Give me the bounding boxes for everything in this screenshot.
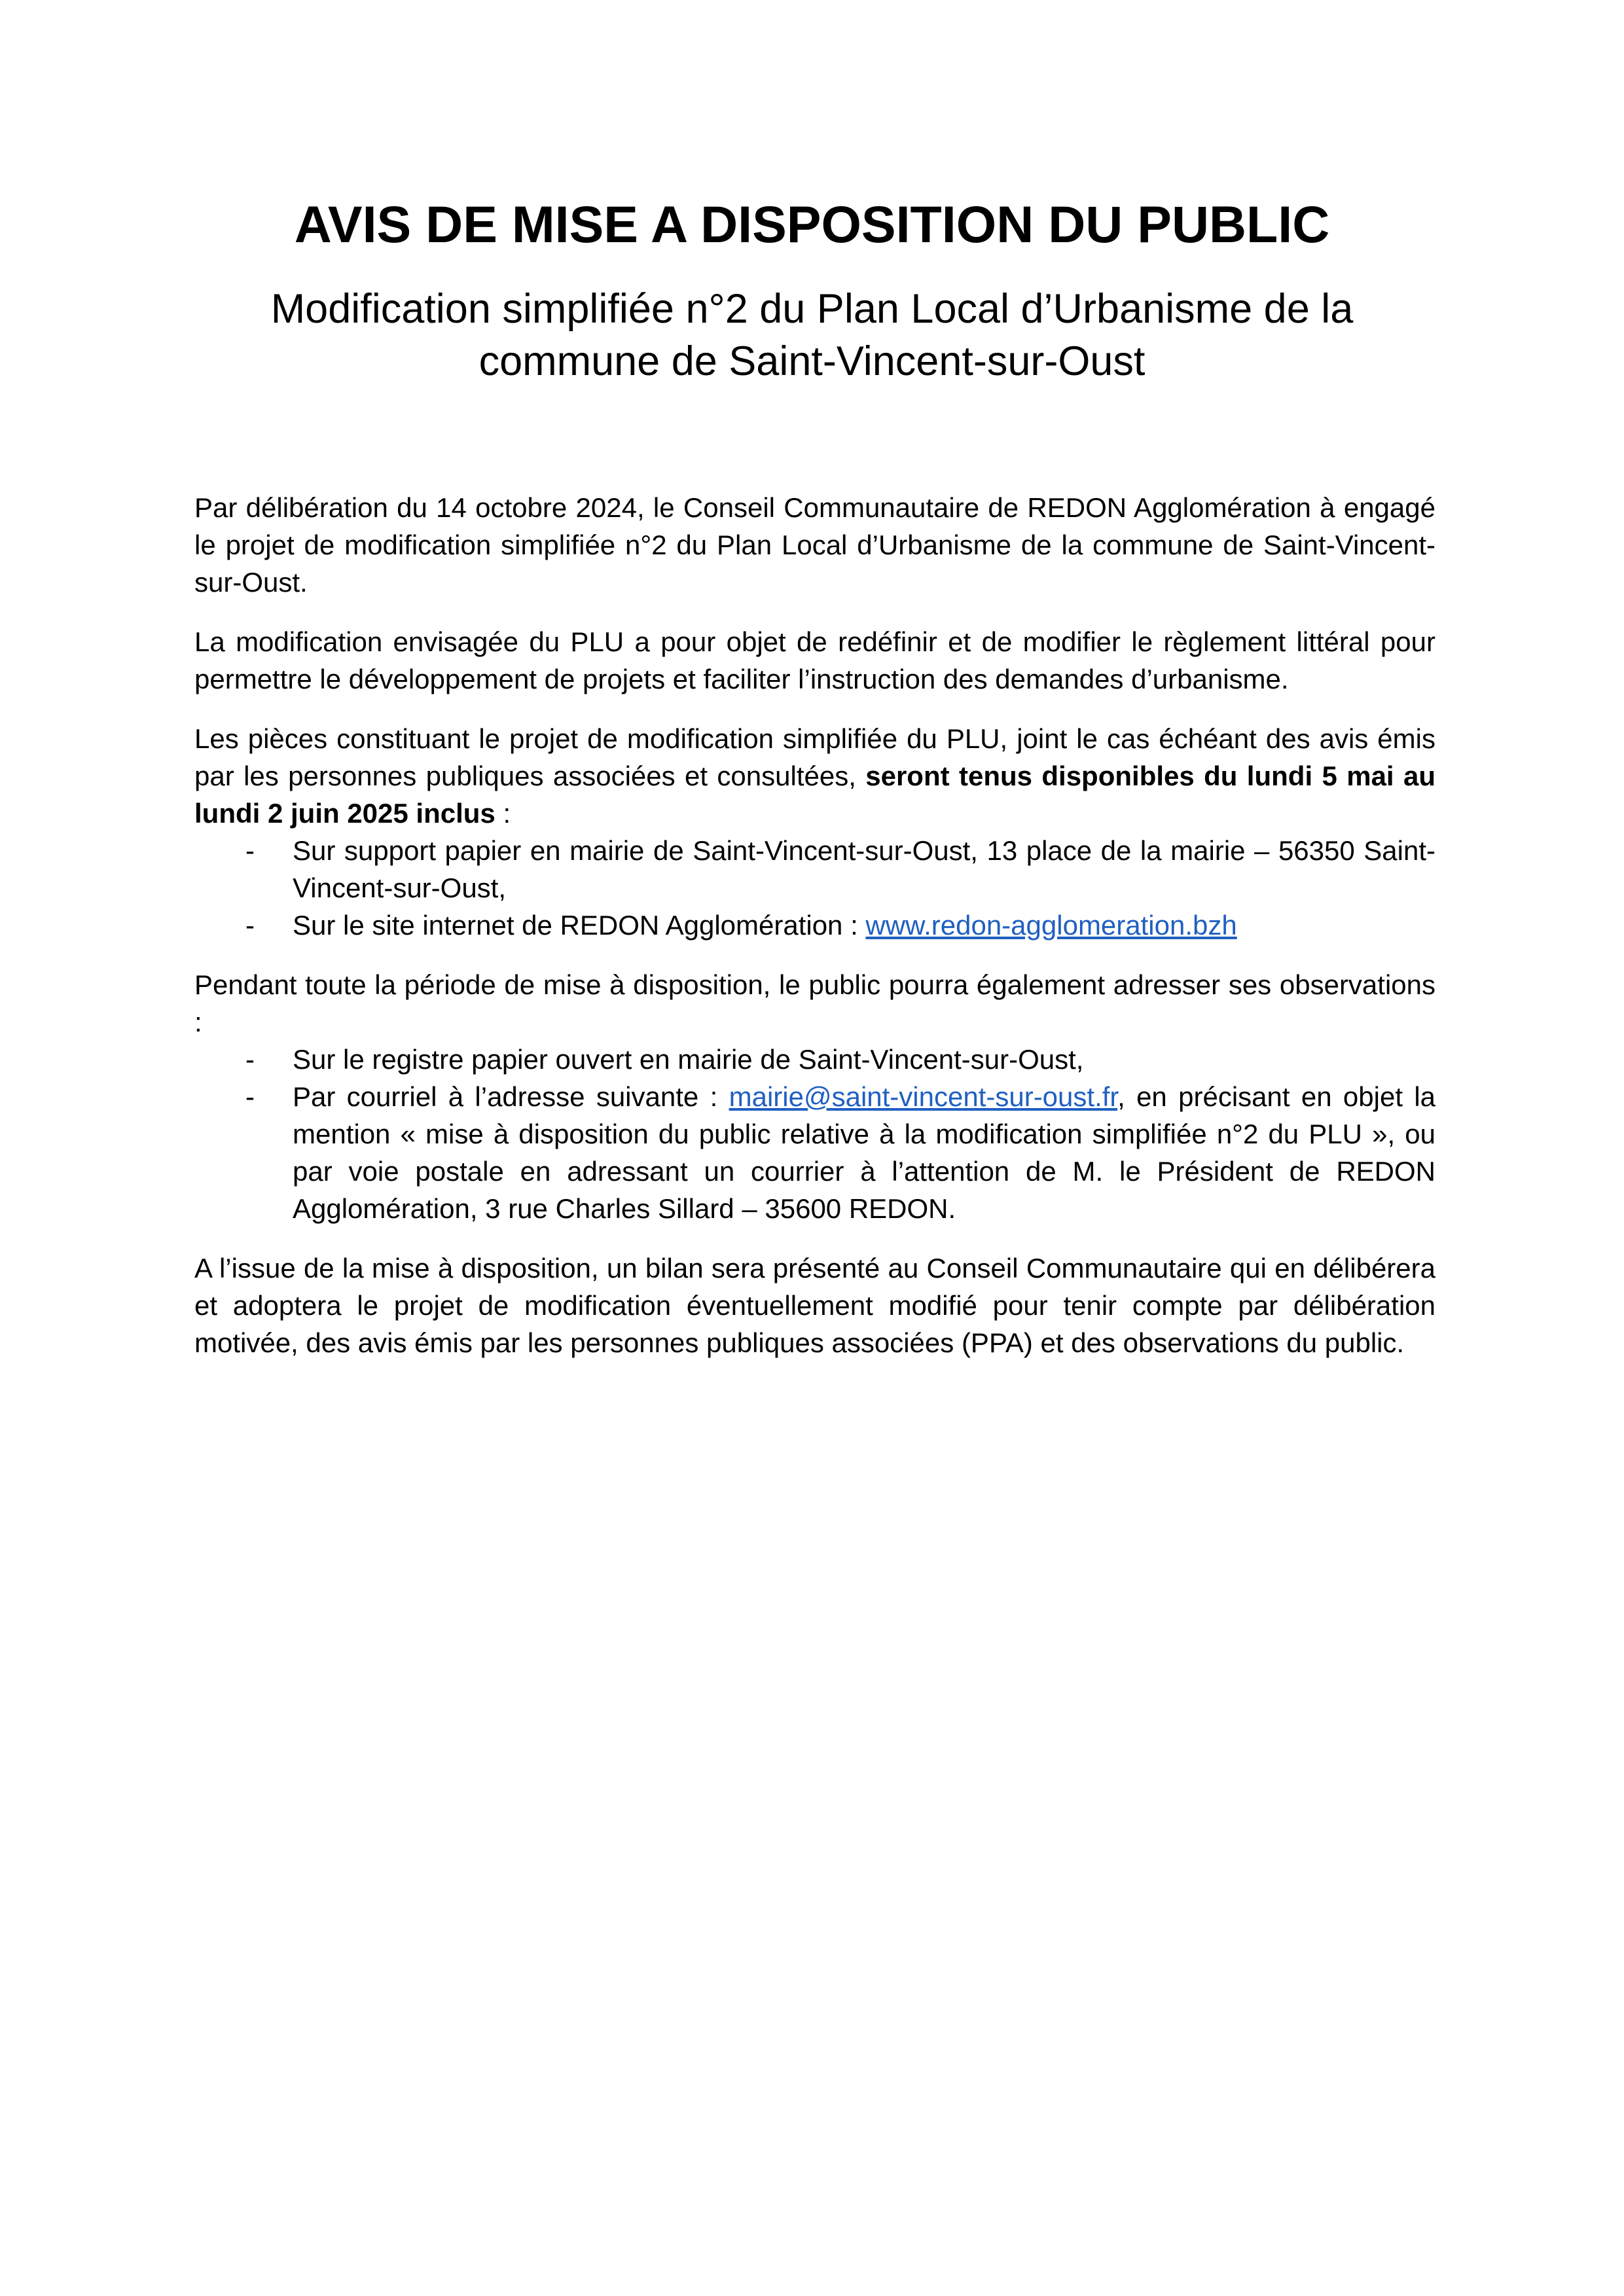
paragraph-conclusion: A l’issue de la mise à disposition, un bilan sera présenté au Conseil Communautaire qui en délibérera et adoptera le projet de modification éventuellement modifié pour tenir compte par délibération motivée, des avis émis par les personnes publiques associées (PPA) et des observations du public. bbox=[194, 1253, 1435, 1358]
list-item-text: , en précisant en objet la mention « mise à disposition du public relative à la modification simplifiée n°2 du PLU », ou par voie postale en adressant un courrier à l’attention de M. le Président de REDON Agglomération, 3 rue Charles Sillard – 35600 REDON. bbox=[293, 1081, 1436, 1224]
notice-title: AVIS DE MISE A DISPOSITION DU PUBLIC bbox=[294, 195, 1330, 253]
notice-body bbox=[194, 489, 1435, 1384]
list-item-text: Par courriel à l’adresse suivante : bbox=[293, 1081, 729, 1112]
notice-subtitle: Modification simplifiée n°2 du Plan Local d’Urbanisme de la commune de Saint-Vincent-sur-Oust bbox=[270, 286, 1354, 384]
list-item bbox=[194, 1078, 1435, 1227]
availability-dates: seront tenus disponibles du lundi 5 mai au lundi 2 juin 2025 inclus bbox=[194, 761, 1435, 829]
list-dash: - bbox=[245, 835, 255, 866]
list-item-text: Sur le registre papier ouvert en mairie de Saint-Vincent-sur-Oust, bbox=[293, 1044, 1084, 1075]
observations-list bbox=[194, 1041, 1435, 1227]
availability-text: Les pièces constituant le projet de modification simplifiée du PLU, joint le cas échéant des avis émis par les personnes publiques associées et consultées, bbox=[194, 723, 1435, 791]
list-item bbox=[194, 906, 1435, 944]
list-item-text: Sur support papier en mairie de Saint-Vincent-sur-Oust, 13 place de la mairie – 56350 Saint-Vincent-sur-Oust, bbox=[293, 835, 1435, 903]
list-item bbox=[194, 1041, 1435, 1078]
list-item bbox=[194, 832, 1435, 906]
list-dash: - bbox=[245, 910, 255, 941]
paragraph-observations: Pendant toute la période de mise à disposition, le public pourra également adresser ses observations : bbox=[194, 969, 1435, 1037]
paragraph-availability bbox=[194, 720, 1435, 832]
list-dash: - bbox=[245, 1081, 255, 1112]
paragraph-purpose: La modification envisagée du PLU a pour objet de redéfinir et de modifier le règlement littéral pour permettre le développement de projets et faciliter l’instruction des demandes d’urbanisme. bbox=[194, 626, 1435, 694]
list-dash: - bbox=[245, 1044, 255, 1075]
availability-list bbox=[194, 832, 1435, 944]
email-link[interactable]: mairie@saint-vincent-sur-oust.fr bbox=[729, 1081, 1118, 1112]
paragraph-deliberation: Par délibération du 14 octobre 2024, le Conseil Communautaire de REDON Agglomération à engagé le projet de modification simplifiée n°2 du Plan Local d’Urbanisme de la commune de Saint-Vincent-sur-Oust. bbox=[194, 492, 1435, 598]
website-link[interactable]: www.redon-agglomeration.bzh bbox=[865, 910, 1237, 941]
availability-colon: : bbox=[495, 798, 511, 829]
list-item-text: Sur le site internet de REDON Agglomération : bbox=[293, 910, 866, 941]
